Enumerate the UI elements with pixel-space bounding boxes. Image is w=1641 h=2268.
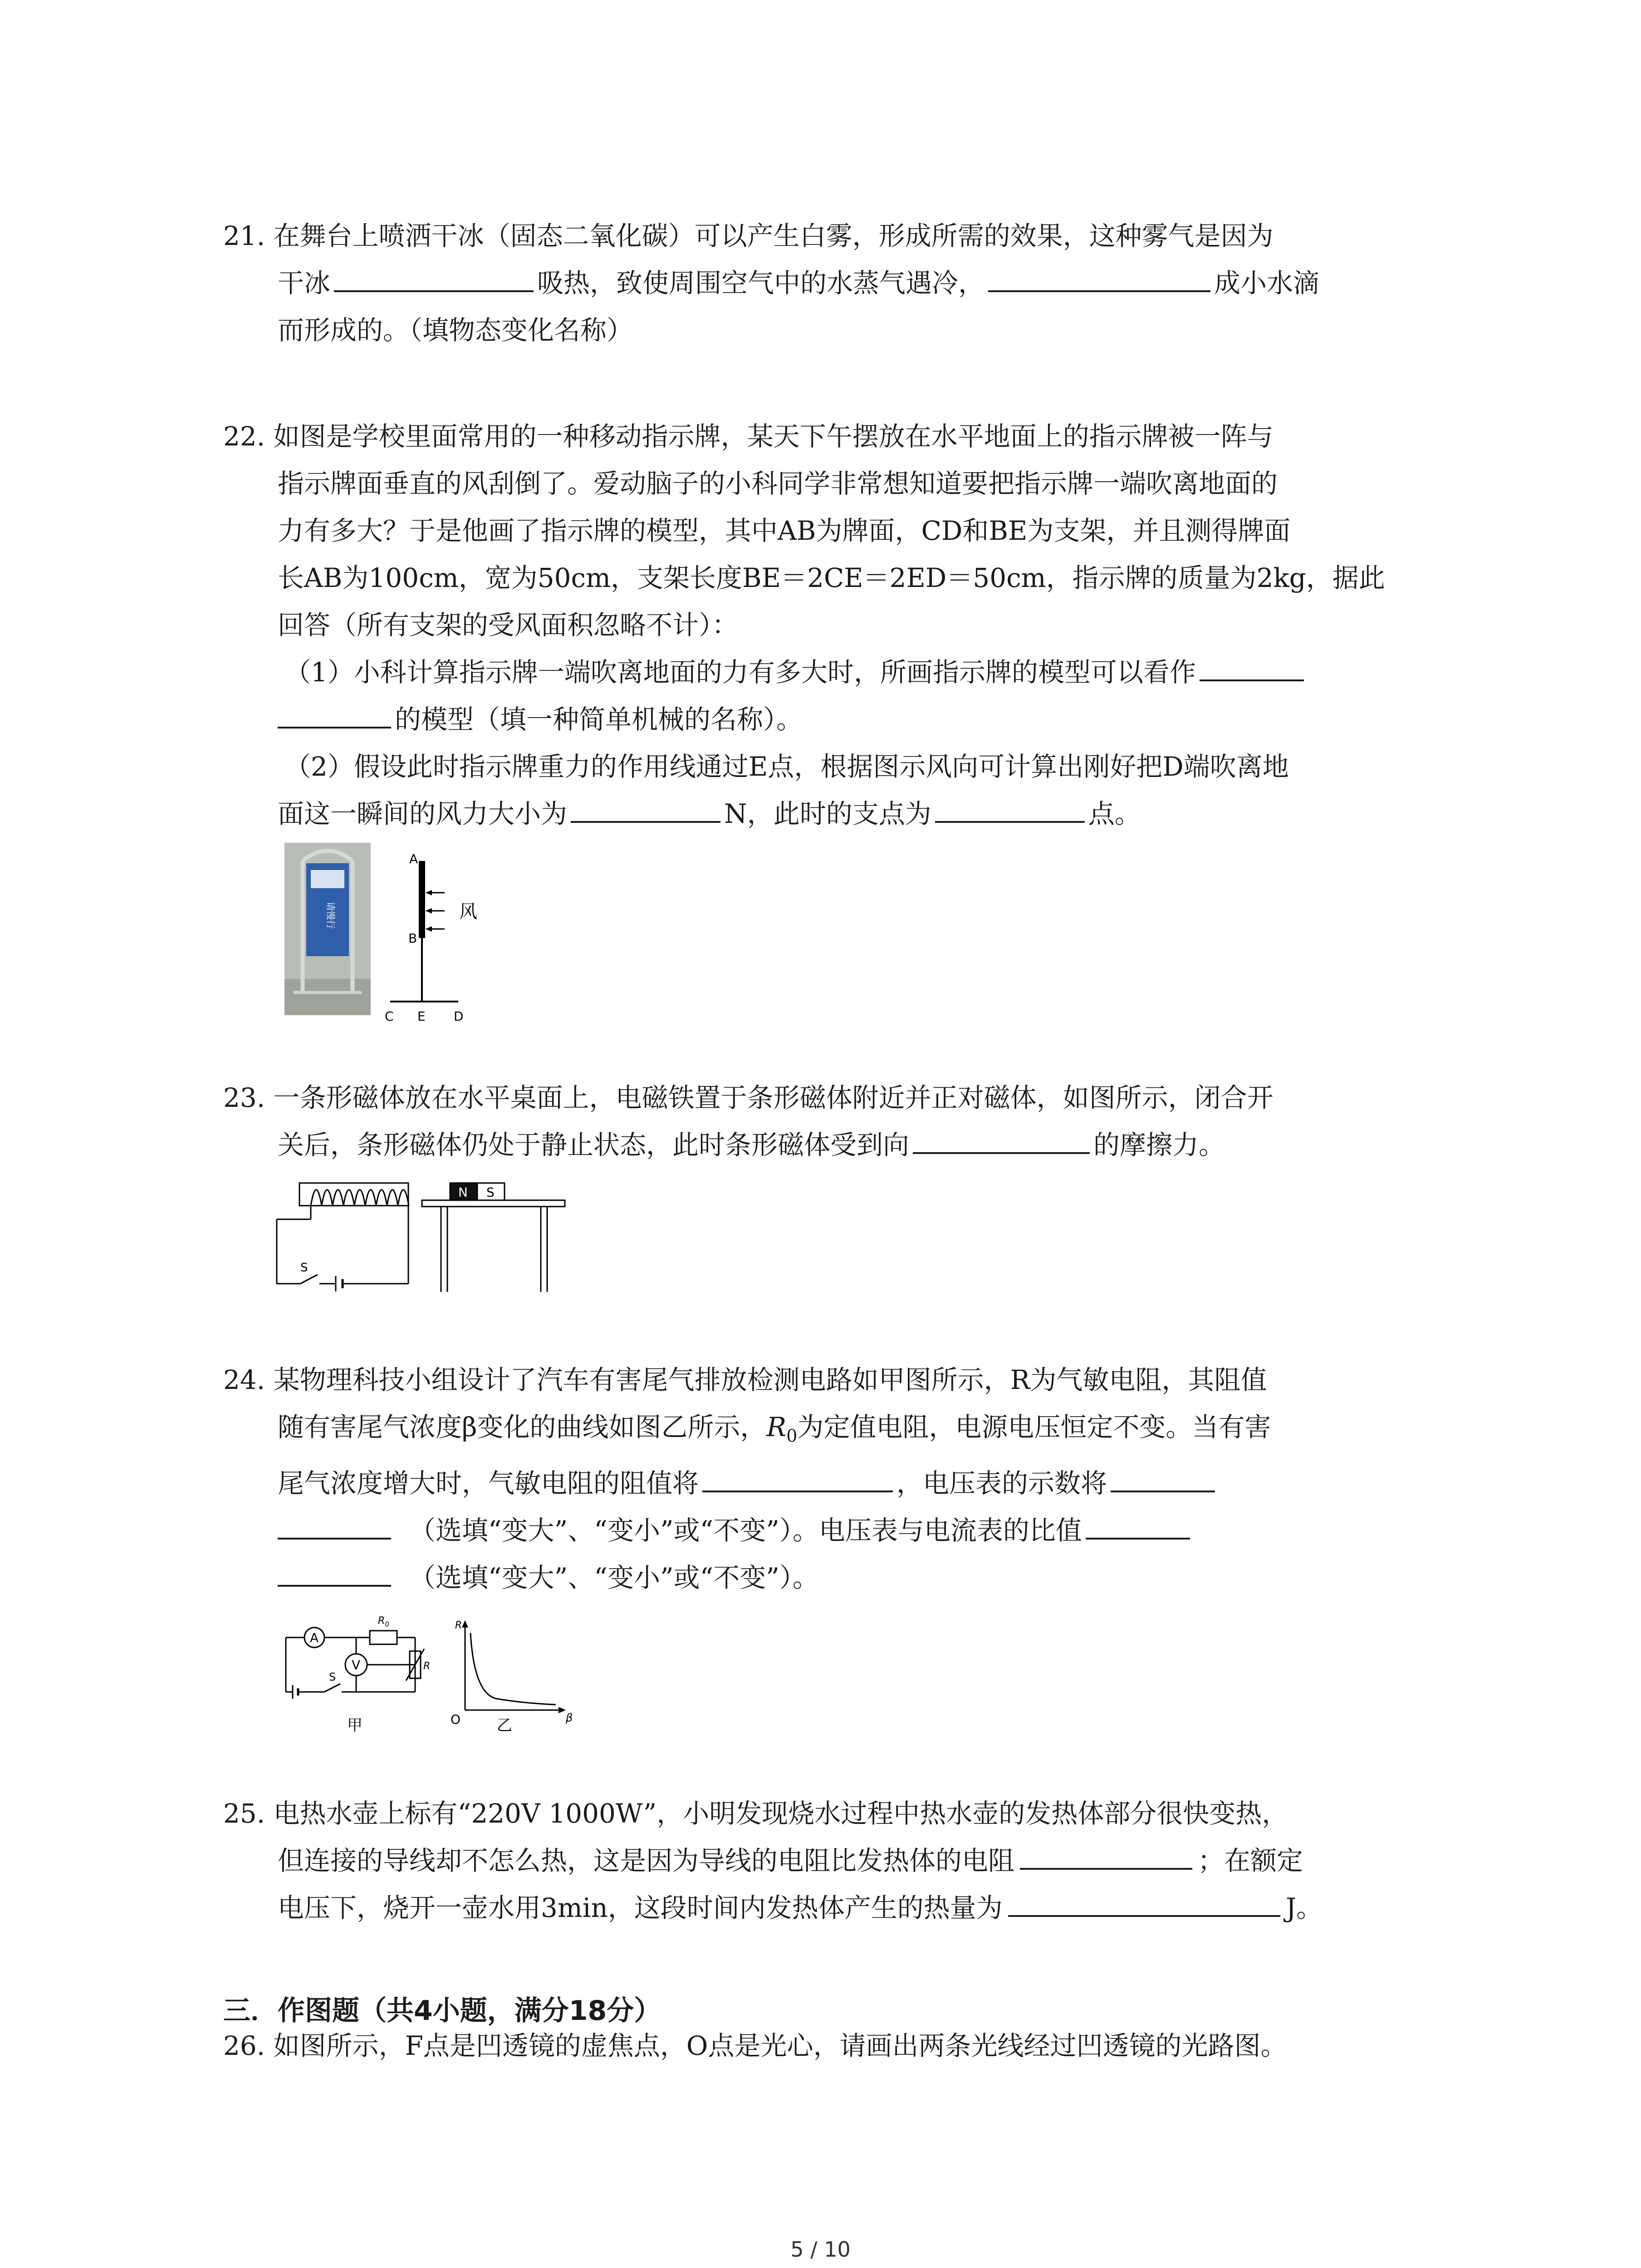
q22-blank-1a[interactable] <box>1200 651 1304 681</box>
q24-graph-yi <box>447 1615 583 1744</box>
axis-r-label: R <box>455 1620 462 1631</box>
page-number: 5 / 10 <box>790 2237 851 2262</box>
question-24 <box>223 1356 1448 1601</box>
q22-blank-2b[interactable] <box>935 793 1085 823</box>
question-22 <box>223 413 1448 837</box>
q23-blank[interactable] <box>913 1124 1090 1154</box>
q24-line3: 尾气浓度增大时，气敏电阻的阻值将 ，电压表的示数将 <box>223 1460 1448 1507</box>
q21-blank-1[interactable] <box>334 262 534 292</box>
q21-blank-2[interactable] <box>988 262 1210 292</box>
q24-blank-2b[interactable] <box>278 1510 391 1540</box>
q22-line3: 力有多大？于是他画了指示牌的模型，其中AB为牌面，CD和BE为支架，并且测得牌面 <box>278 515 1291 546</box>
label-wind: 风 <box>459 901 477 922</box>
q22-line2: 指示牌面垂直的风刮倒了。爱动脑子的小科同学非常想知道要把指示牌一端吹离地面的 <box>278 468 1278 499</box>
ammeter-label: A <box>310 1630 319 1645</box>
label-jia: 甲 <box>347 1716 362 1735</box>
q24-line5: （选填“变大”、“变小”或“不变”）。 <box>223 1554 1448 1601</box>
origin-label: O <box>451 1712 461 1727</box>
q25-line2: 但连接的导线却不怎么热，这是因为导线的电阻比发热体的电阻 ；在额定 <box>223 1837 1448 1884</box>
q25-blank-1[interactable] <box>1020 1840 1192 1870</box>
switch-label: S <box>329 1671 336 1683</box>
q23-line1: 23. 一条形磁体放在水平桌面上，电磁铁置于条形磁体附近并正对磁体，如图所示，闭合开 <box>223 1082 1274 1113</box>
q24-blank-3b[interactable] <box>278 1557 391 1587</box>
axis-beta-label: β <box>566 1711 573 1724</box>
q23-line2: 关后，条形磁体仍处于静止状态，此时条形磁体受到向 的摩擦力。 <box>223 1121 1448 1168</box>
label-yi: 乙 <box>497 1716 512 1735</box>
q22-line1: 22. 如图是学校里面常用的一种移动指示牌，某天下午摆放在水平地面上的指示牌被一阵与 <box>223 421 1274 452</box>
label-D: D <box>454 1009 464 1024</box>
label-B: B <box>408 931 417 946</box>
north-pole-label: N <box>458 1185 468 1200</box>
sign-text: 请慢行 <box>325 902 336 929</box>
voltmeter-label: V <box>352 1657 361 1672</box>
section-heading: 三．作图题（共4小题，满分18分） <box>223 1995 661 2027</box>
q22-line5: 回答（所有支架的受风面积忽略不计）： <box>278 610 739 640</box>
q22-part2-line1: （2）假设此时指示牌重力的作用线通过E点，根据图示风向可计算出刚好把D端吹离地 <box>284 751 1289 782</box>
q25-blank-2[interactable] <box>1008 1887 1280 1917</box>
question-26 <box>223 2022 1448 2069</box>
q22-part2-line2: 面这一瞬间的风力大小为 N，此时的支点为 点。 <box>223 790 1448 837</box>
q24-line1: 24. 某物理科技小组设计了汽车有害尾气排放检测电路如甲图所示，R为气敏电阻，其阻值 <box>223 1364 1267 1395</box>
south-pole-label: S <box>486 1185 495 1200</box>
q22-blank-2a[interactable] <box>571 793 720 823</box>
q24-blank-1[interactable] <box>702 1462 893 1492</box>
label-E: E <box>417 1009 426 1024</box>
question-21 <box>223 212 1448 354</box>
q22-part1-line2: 的模型（填一种简单机械的名称）。 <box>223 696 1448 743</box>
q22-blank-1b[interactable] <box>278 699 391 728</box>
q24-blank-2a[interactable] <box>1111 1462 1215 1492</box>
q21-line2: 干冰 吸热，致使周围空气中的水蒸气遇冷， 成小水滴 <box>223 259 1448 307</box>
q22-sign-photo <box>284 843 371 1017</box>
q21-line3: 而形成的。（填物态变化名称） <box>278 315 633 346</box>
q26-line1: 26. 如图所示，F点是凹透镜的虚焦点，O点是光心，请画出两条光线经过凹透镜的光路图。 <box>223 2030 1287 2061</box>
q22-line4: 长AB为100cm，宽为50cm，支架长度BE＝2CE＝2ED＝50cm，指示牌的质量为2kg，据此 <box>278 562 1385 593</box>
label-C: C <box>385 1009 394 1024</box>
q22-part1-line1: （1）小科计算指示牌一端吹离地面的力有多大时，所画指示牌的模型可以看作 <box>223 649 1448 696</box>
r-label: R <box>423 1661 431 1672</box>
q24-blank-3a[interactable] <box>1086 1510 1190 1540</box>
q25-line3: 电压下，烧开一壶水用3min，这段时间内发热体产生的热量为 J。 <box>223 1884 1448 1931</box>
q25-line1: 25. 电热水壶上标有“220V 1000W”，小明发现烧水过程中热水壶的发热体部分很快变热， <box>223 1798 1288 1829</box>
r0-label: $R_0$ <box>378 1615 389 1628</box>
question-25 <box>223 1790 1448 1931</box>
q24-line4: （选填“变大”、“变小”或“不变”）。电压表与电流表的比值 <box>223 1507 1448 1554</box>
q22-sign-model-diagram <box>377 843 495 1026</box>
switch-label: S <box>300 1261 308 1275</box>
q24-circuit-jia <box>279 1606 429 1744</box>
q21-line1: 21. 在舞台上喷洒干冰（固态二氧化碳）可以产生白雾，形成所需的效果，这种雾气是因为 <box>223 220 1274 251</box>
label-A: A <box>409 851 418 866</box>
question-23 <box>223 1074 1448 1168</box>
q24-line2: 随有害尾气浓度β变化的曲线如图乙所示，$R_0$为定值电阻，电源电压恒定不变。当有害 <box>278 1412 1271 1446</box>
q23-electromagnet-diagram <box>272 1178 567 1298</box>
